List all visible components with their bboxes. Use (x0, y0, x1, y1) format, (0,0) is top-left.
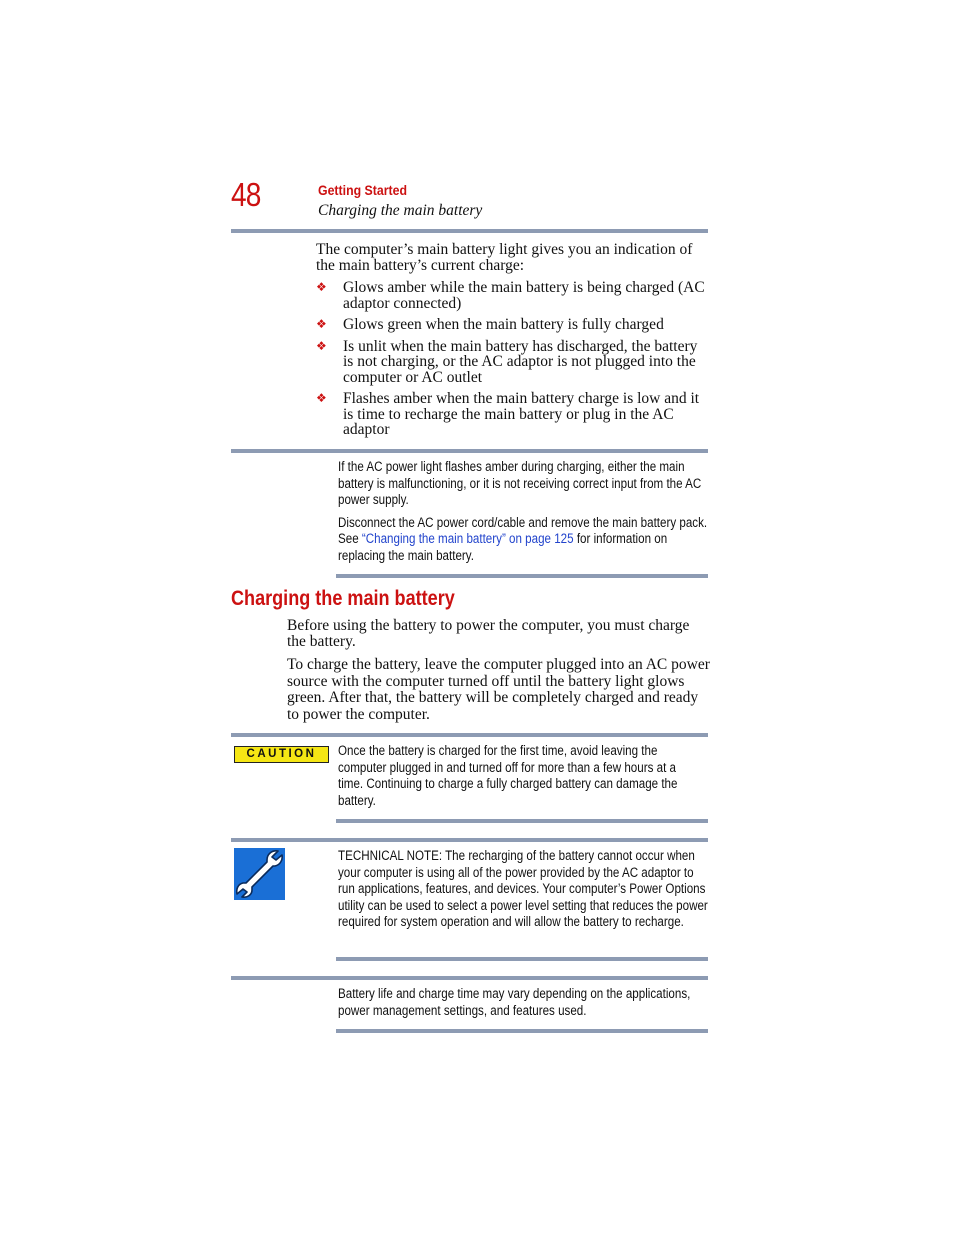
changing-battery-link[interactable]: “Changing the main battery” on page 125 (361, 531, 574, 546)
tech-note-bottom-rule (336, 957, 708, 961)
note-text: Disconnect the AC power cord/cable and remove the main battery pack. See (338, 514, 708, 546)
wrench-icon (234, 848, 285, 900)
bullet-icon: ❖ (316, 317, 327, 331)
tech-note-top-rule (231, 838, 708, 842)
battery-light-list (316, 280, 708, 444)
paragraph: Before using the battery to power the computer, you must charge the battery. (287, 617, 690, 650)
caution-text: Once the battery is charged for the first time, avoid leaving the computer plugged in and turned off for more than a few hours at a time. Continuing to charge a fully charged battery can damage the battery. (338, 743, 678, 808)
section-heading: Charging the main battery (231, 587, 455, 610)
technical-note-text: TECHNICAL NOTE: The recharging of the battery cannot occur when your computer is using all of the power provided by the AC adaptor to run applications, features, and devices. Your computer’s Power Options utility can be used to select a power level setting that reduces the power required for system operation and will allow the battery to recharge. (338, 848, 708, 929)
final-note-bottom-rule (336, 1029, 708, 1033)
running-head: Charging the main battery (318, 202, 483, 219)
header-rule (231, 229, 708, 233)
note-paragraph: If the AC power light flashes amber during charging, either the main battery is malfunctioning, or it is not receiving correct input from the AC power supply. (338, 459, 702, 507)
list-item-text: Is unlit when the main battery has discharged, the battery is not charging, or the AC adaptor is not plugged into the computer or AC outlet (343, 337, 698, 386)
final-note-top-rule (231, 976, 708, 980)
note-bottom-rule (336, 574, 708, 578)
list-item-text: Glows amber while the main battery is being charged (AC adaptor connected) (343, 279, 705, 312)
list-item-text: Glows green when the main battery is fully charged (343, 316, 664, 333)
list-item-text: Flashes amber when the main battery charge is low and it is time to recharge the main battery or plug in the AC adaptor (343, 390, 700, 438)
note-paragraph (338, 515, 708, 565)
list-item (316, 280, 708, 311)
caution-badge: CAUTION (234, 746, 329, 763)
note-text: for information on replacing the main battery. (338, 531, 668, 563)
note-top-rule (231, 449, 708, 453)
list-item (316, 391, 708, 438)
list-item (316, 317, 708, 333)
paragraph: To charge the battery, leave the computer plugged into an AC power source with the computer turned off until the battery light glows green. After that, the battery will be completely charged and ready to power the computer. (287, 656, 710, 723)
caution-bottom-rule (336, 819, 708, 823)
battery-life-note: Battery life and charge time may vary depending on the applications, power management settings, and features used. (338, 986, 691, 1018)
page-number: 48 (231, 176, 261, 213)
bullet-icon: ❖ (316, 338, 327, 353)
intro-paragraph: The computer’s main battery light gives you an indication of the main battery’s current charge: (316, 241, 693, 274)
section-label: Getting Started (318, 182, 407, 198)
warning-note (338, 459, 708, 570)
list-item (316, 339, 708, 386)
bullet-icon: ❖ (316, 391, 327, 405)
caution-top-rule (231, 733, 708, 737)
bullet-icon: ❖ (316, 280, 327, 294)
